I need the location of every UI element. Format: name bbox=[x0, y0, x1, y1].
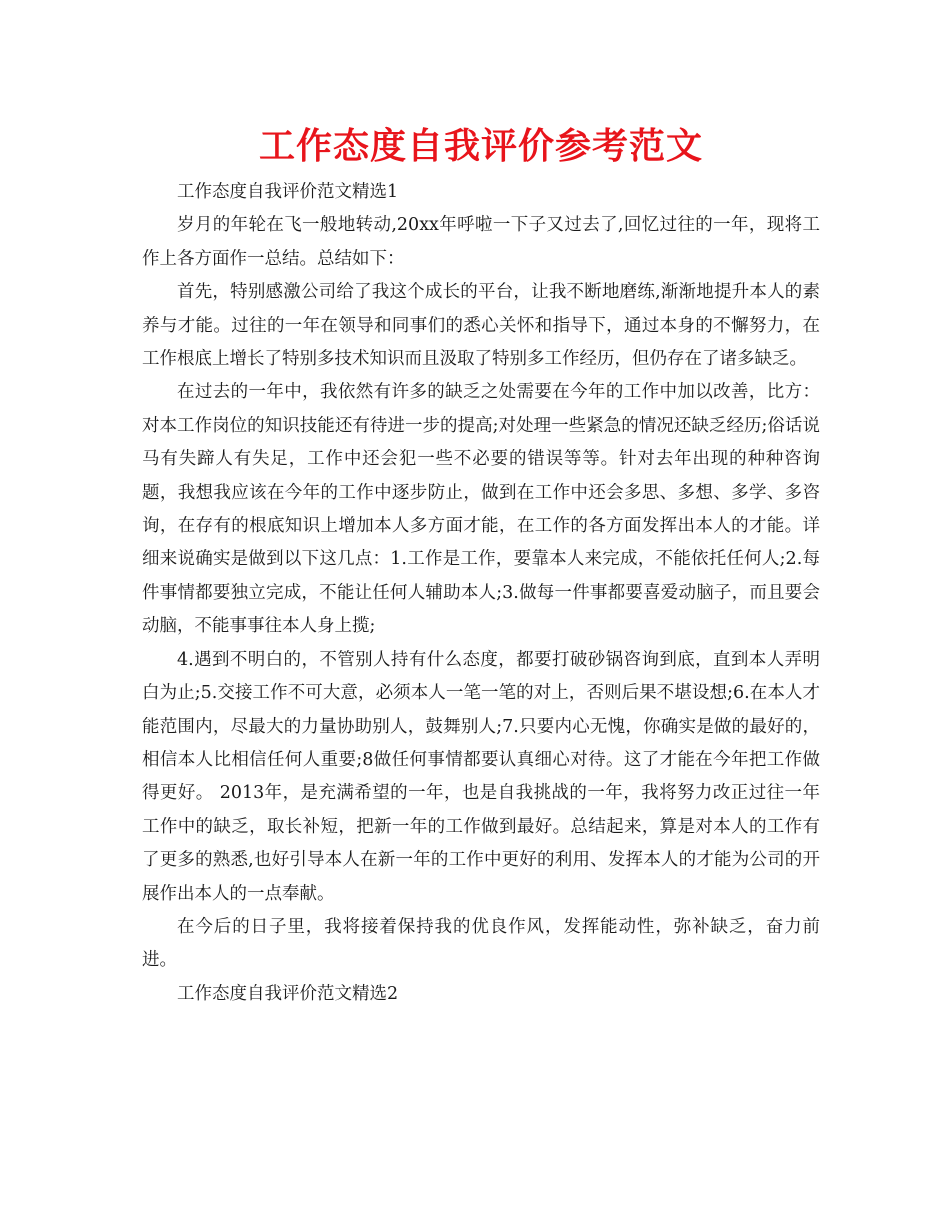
body-paragraph: 首先，特别感激公司给了我这个成长的平台，让我不断地磨练,渐渐地提升本人的素养与才能。过往的一年在领导和同事们的悉心关怀和指导下，通过本身的不懈努力，在工作根底上增长了特别多技术知识而且汲取了特别多工作经历，但仍存在了诸多缺乏。 bbox=[142, 282, 820, 370]
document-title: 工作态度自我评价参考范文 bbox=[258, 126, 703, 167]
body-paragraph: 4.遇到不明白的，不管别人持有什么态度，都要打破砂锅咨询到底，直到本人弄明白为止;5.交接工作不可大意，必须本人一笔一笔的对上，否则后果不堪设想;6.在本人才能范围内，尽最大的力量协助别人，鼓舞别人;7.只要内心无愧，你确实是做的最好的，相信本人比相信任何人重要;8做任何事情都要认真细心对待。这了才能在今年把工作做得更好。 2013年，是充满希望的一年，也是自我挑战的一年，我将努力改正过往一年工作中的缺乏，取长补短，把新一年的工作做到最好。总结起来，算是对本人的工作有了更多的熟悉,也好引导本人在新一年的工作中更好的利用、发挥本人的才能为公司的开展作出本人的一点奉献。 bbox=[142, 649, 820, 904]
section-heading-2: 工作态度自我评价范文精选2 bbox=[177, 983, 399, 1004]
section-heading-1: 工作态度自我评价范文精选1 bbox=[177, 182, 399, 202]
body-paragraph: 在过去的一年中，我依然有许多的缺乏之处需要在今年的工作中加以改善，比方：对本工作岗位的知识技能还有待进一步的提高;对处理一些紧急的情况还缺乏经历;俗话说马有失蹄人有失足，工作中还会犯一些不必要的错误等等。针对去年出现的种种咨询题，我想我应该在今年的工作中逐步防止，做到在工作中还会多思、多想、多学、多咨询，在存有的根底知识上增加本人多方面才能，在工作的各方面发挥出本人的才能。详细来说确实是做到以下这几点：1.工作是工作，要靠本人来完成，不能依托任何人;2.每件事情都要独立完成，不能让任何人辅助本人;3.做每一件事都要喜爱动脑子，而且要会动脑，不能事事往本人身上揽; bbox=[142, 382, 820, 637]
body-paragraph: 在今后的日子里，我将接着保持我的优良作风，发挥能动性，弥补缺乏，奋力前进。 bbox=[142, 916, 820, 971]
body-paragraph: 岁月的年轮在飞一般地转动,20xx年呼啦一下子又过去了,回忆过往的一年，现将工作上各方面作一总结。总结如下： bbox=[142, 215, 820, 269]
